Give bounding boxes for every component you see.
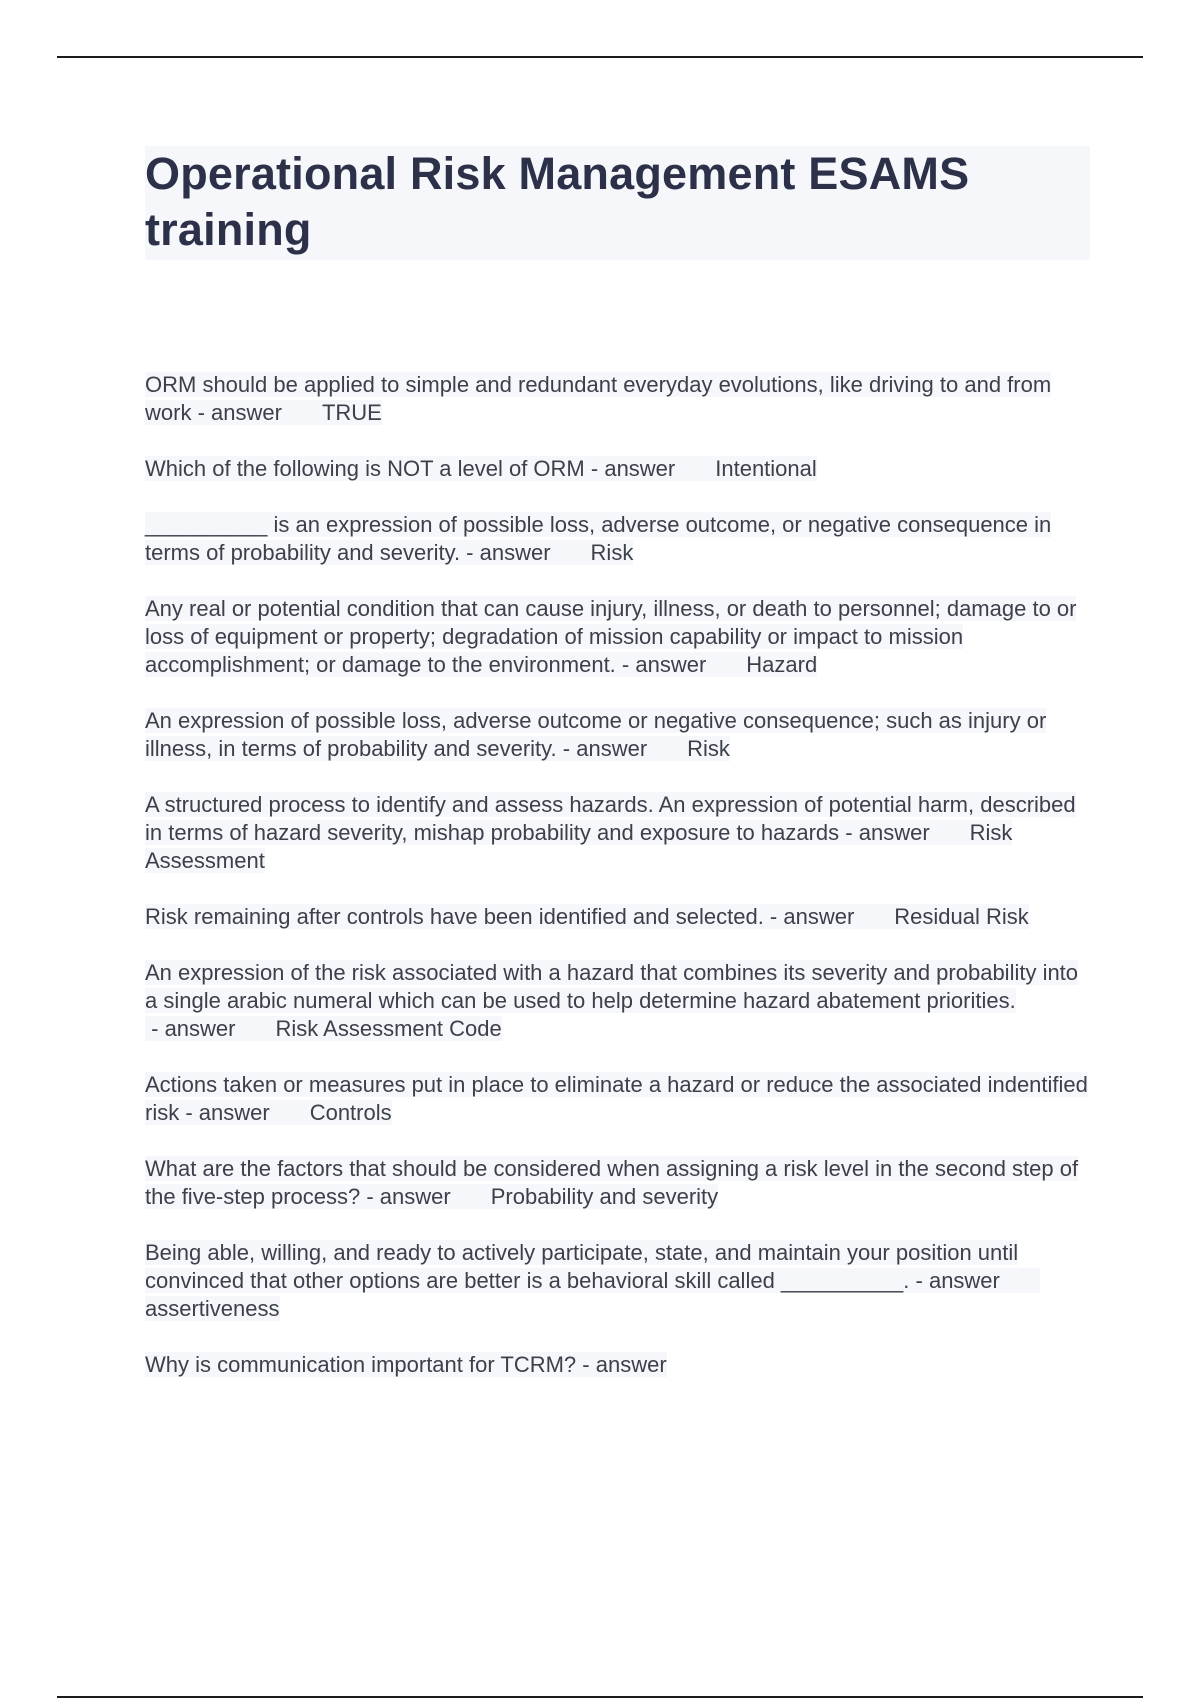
qa-answer: TRUE [321, 400, 382, 425]
qa-line [145, 792, 1076, 873]
qa-separator: - [179, 1100, 199, 1125]
qa-answer: Risk Assessment [145, 820, 1013, 873]
qa-answer-label: answer [928, 1268, 1000, 1293]
qa-question: Actions taken or measures put in place to eliminate a hazard or reduce the associated indentified risk [145, 1072, 1088, 1125]
qa-item [145, 1155, 1090, 1211]
qa-item [145, 1239, 1090, 1323]
qa-item [145, 791, 1090, 875]
qa-question: ORM should be applied to simple and redundant everyday evolutions, like driving to and from work [145, 372, 1052, 425]
qa-item [145, 455, 1090, 483]
qa-line [145, 372, 1051, 425]
qa-answer: Risk [687, 736, 730, 761]
qa-separator: - [576, 1352, 596, 1377]
qa-answer: Risk Assessment Code [275, 1016, 502, 1041]
top-rule [57, 56, 1143, 58]
qa-item [145, 903, 1090, 931]
qa-separator: - [360, 1184, 380, 1209]
qa-item [145, 511, 1090, 567]
qa-answer-label: answer [604, 456, 676, 481]
qa-answer: Risk [590, 540, 634, 565]
qa-item [145, 1071, 1090, 1127]
qa-line [145, 904, 1029, 929]
qa-line [145, 596, 1076, 677]
qa-answer-label: answer [198, 1100, 270, 1125]
qa-answer: Controls [309, 1100, 392, 1125]
qa-question: Why is communication important for TCRM? [145, 1352, 577, 1377]
bottom-rule [57, 1696, 1143, 1698]
qa-separator: - [191, 400, 212, 425]
qa-item [145, 959, 1090, 1043]
qa-question: Risk remaining after controls have been identified and selected. [145, 904, 764, 929]
document-title: Operational Risk Management ESAMS training [145, 148, 970, 255]
qa-answer-label: answer [783, 904, 855, 929]
qa-answer-label: answer [635, 652, 707, 677]
qa-answer: Probability and severity [490, 1184, 719, 1209]
qa-answer-label: answer [576, 736, 648, 761]
qa-answer-label: answer [479, 540, 551, 565]
qa-question: A structured process to identify and assess hazards. An expression of potential harm, described in terms of hazard severity, mishap probability and exposure to hazards [145, 792, 1076, 845]
qa-line [145, 960, 1078, 1041]
qa-answer: assertiveness [145, 1296, 280, 1321]
qa-item [145, 707, 1090, 763]
qa-answer: Residual Risk [894, 904, 1029, 929]
qa-question: An expression of the risk associated with a hazard that combines its severity and probability into a single arabic numeral which can be used to help determine hazard abatement priorities. [145, 960, 1079, 1013]
qa-answer-label: answer [164, 1016, 236, 1041]
qa-answer: Intentional [715, 456, 817, 481]
qa-list [145, 371, 1090, 1379]
title-band [145, 146, 1090, 260]
qa-line [145, 1072, 1088, 1125]
qa-answer-label: answer [858, 820, 930, 845]
qa-separator: - [615, 652, 636, 677]
qa-question: Being able, willing, and ready to actively participate, state, and maintain your position until convinced that other options are better is a behavioral skill called __________. [145, 1240, 1019, 1293]
qa-question: __________ is an expression of possible loss, adverse outcome, or negative consequence in terms of probability and severity. [145, 512, 1052, 565]
qa-line [145, 456, 817, 481]
qa-question: Any real or potential condition that can cause injury, illness, or death to personnel; damage to or loss of equipment or property; degradation of mission capability or impact to mission accomplishment; or damage to the environment. [145, 596, 1077, 677]
qa-answer-label: answer [211, 400, 282, 425]
qa-separator: - [460, 540, 480, 565]
qa-line [145, 1156, 1078, 1209]
qa-separator: - [763, 904, 784, 929]
qa-separator: - [584, 456, 605, 481]
qa-answer-label: answer [379, 1184, 451, 1209]
qa-separator: - [909, 1268, 929, 1293]
qa-item [145, 595, 1090, 679]
qa-question: What are the factors that should be considered when assigning a risk level in the second step of the five-step process? [145, 1156, 1079, 1209]
qa-question: An expression of possible loss, adverse outcome or negative consequence; such as injury or illness, in terms of probability and severity. [145, 708, 1047, 761]
qa-line [145, 708, 1046, 761]
qa-line [145, 512, 1051, 565]
qa-separator: - [556, 736, 577, 761]
qa-answer-label: answer [595, 1352, 667, 1377]
qa-question: Which of the following is NOT a level of ORM [145, 456, 585, 481]
qa-separator: - [839, 820, 859, 845]
qa-item [145, 371, 1090, 427]
qa-answer: Hazard [746, 652, 818, 677]
document-content [145, 146, 1090, 1407]
qa-item [145, 1351, 1090, 1379]
qa-line [145, 1352, 667, 1377]
qa-line [145, 1240, 1040, 1321]
qa-separator: - [145, 1016, 165, 1041]
